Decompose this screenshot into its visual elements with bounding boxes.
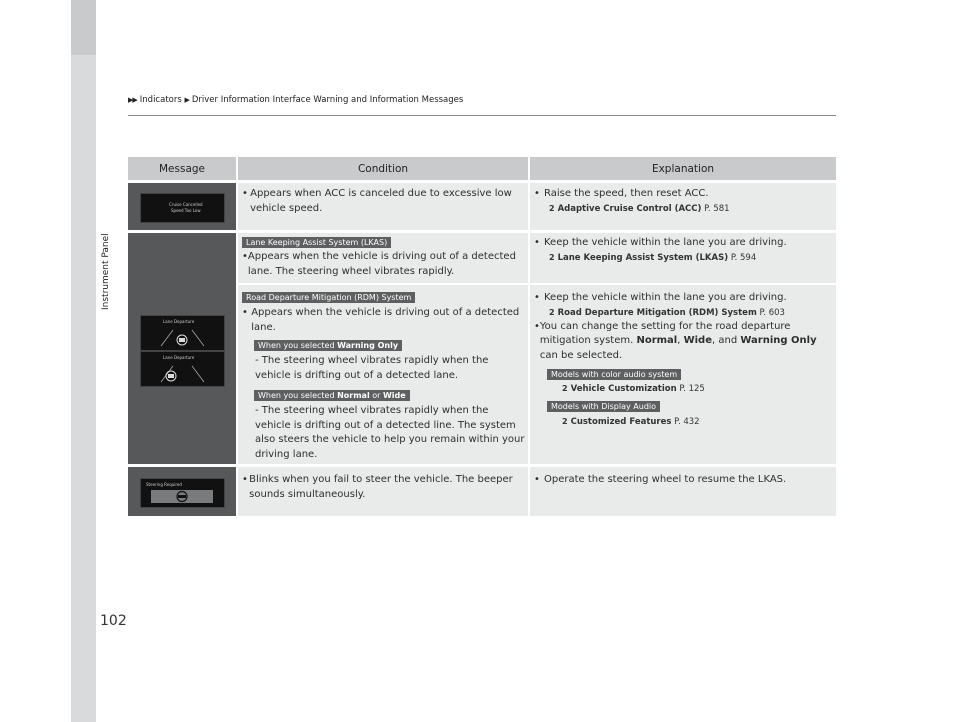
tag-warning-only: When you selected Warning Only: [254, 340, 402, 351]
header-rule: [128, 115, 836, 116]
cross-reference[interactable]: 2 Adaptive Cruise Control (ACC) P. 581: [549, 203, 730, 214]
bullet-icon: •: [242, 474, 248, 485]
condition-rdm: • Appears when the vehicle is driving out of a detected lane.: [242, 306, 524, 335]
condition-steering: • Blinks when you fail to steer the vehicle. The beeper sounds simultaneously.: [242, 473, 524, 502]
bullet-icon: •: [534, 188, 540, 199]
sidebar-tab: [71, 0, 96, 55]
reference-icon: 2: [549, 252, 555, 262]
row-divider: [238, 283, 836, 285]
display-screen: Cruise Cancelled Speed Too Low: [140, 193, 225, 223]
display-screen: Steering Required: [140, 478, 225, 508]
tag-display-audio: Models with Display Audio: [547, 401, 660, 412]
breadcrumb-arrow-icon: ▶: [184, 96, 189, 104]
explanation-lkas: • Keep the vehicle within the lane you are driving. 2 Lane Keeping Assist System (LKAS) P. 594: [534, 236, 832, 265]
steering-wheel-icon: [141, 479, 224, 507]
sidebar-strip: [71, 0, 96, 722]
page-number: 102: [100, 613, 127, 629]
bullet-icon: •: [534, 237, 540, 248]
reference-icon: 2: [562, 417, 568, 426]
explanation-rdm: • Keep the vehicle within the lane you are driving. 2 Road Departure Mitigation (RDM) System P. 603 • You can change the setting for the road departure mitigation system. Normal, Wide, and Warning Only can be selected.: [534, 291, 832, 363]
message-image-steering: [128, 467, 236, 516]
bullet-icon: •: [534, 292, 540, 303]
bullet-icon: •: [242, 307, 248, 318]
reference-icon: 2: [549, 203, 555, 213]
col-header-condition: Condition: [238, 157, 528, 180]
cross-reference[interactable]: 2 Road Departure Mitigation (RDM) System P. 603: [549, 307, 785, 318]
breadcrumb: [128, 95, 463, 105]
bullet-icon: •: [242, 188, 248, 199]
desc-warning-only: - The steering wheel vibrates rapidly when the vehicle is drifting out of a detected lane.: [255, 355, 489, 381]
bullet-icon: •: [242, 251, 248, 262]
cross-reference[interactable]: 2 Vehicle Customization P. 125: [562, 384, 705, 394]
breadcrumb-item: Indicators: [139, 95, 182, 105]
desc-normal-wide: - The steering wheel vibrates rapidly when the vehicle is drifting out of a detected line. The system also steers the vehicle to help you remain within your driving lane.: [255, 405, 525, 460]
explanation-steering: • Operate the steering wheel to resume the LKAS.: [534, 473, 832, 488]
bullet-icon: •: [534, 474, 540, 485]
side-label: Instrument Panel: [101, 233, 111, 310]
condition-acc: • Appears when ACC is canceled due to excessive low vehicle speed.: [242, 187, 524, 216]
lane-departure-icon: [141, 316, 224, 350]
col-header-explanation: Explanation: [530, 157, 836, 180]
reference-icon: 2: [549, 307, 555, 317]
message-image-lane-departure: [128, 233, 236, 464]
lane-departure-icon: [141, 352, 224, 386]
tag-color-audio: Models with color audio system: [547, 369, 681, 380]
display-screen: Lane Departure: [140, 351, 225, 387]
cross-reference[interactable]: 2 Customized Features P. 432: [562, 417, 700, 427]
col-header-message: Message: [128, 157, 236, 180]
tag-lkas: Lane Keeping Assist System (LKAS): [242, 237, 391, 248]
tag-normal-wide: When you selected Normal or Wide: [254, 390, 410, 401]
cross-reference[interactable]: 2 Lane Keeping Assist System (LKAS) P. 594: [549, 252, 757, 263]
bullet-icon: •: [534, 320, 540, 332]
reference-icon: 2: [562, 384, 568, 393]
tag-rdm: Road Departure Mitigation (RDM) System: [242, 292, 415, 303]
message-image-acc: [128, 183, 236, 230]
breadcrumb-arrow-icon: ▶▶: [128, 96, 137, 104]
display-screen: Lane Departure: [140, 315, 225, 351]
setting-text: You can change the setting for the road departure mitigation system. Normal, Wide, and Warning Only can be selected.: [539, 320, 817, 361]
breadcrumb-item: Driver Information Interface Warning and Information Messages: [191, 95, 464, 105]
explanation-acc: • Raise the speed, then reset ACC. 2 Adaptive Cruise Control (ACC) P. 581: [534, 187, 832, 216]
condition-lkas: • Appears when the vehicle is driving out of a detected lane. The steering wheel vibrates rapidly.: [242, 250, 524, 279]
